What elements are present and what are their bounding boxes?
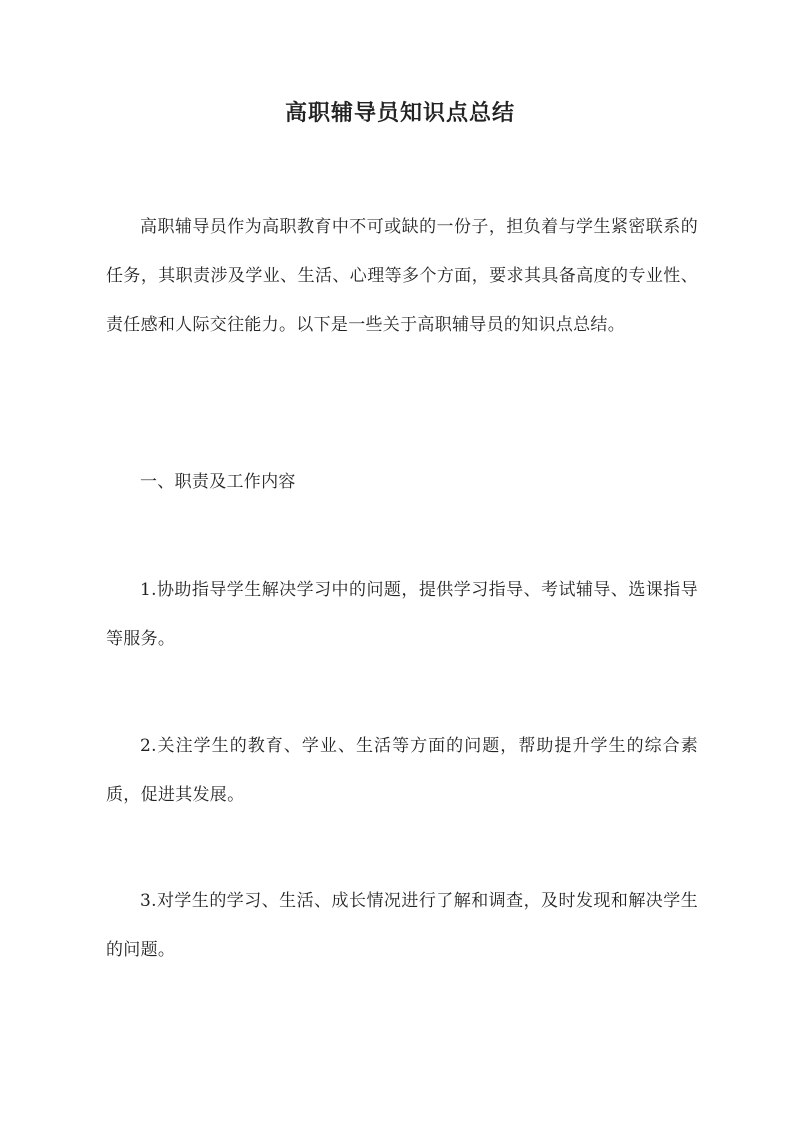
list-item: 2.关注学生的教育、学业、生活等方面的问题，帮助提升学生的综合素质，促进其发展。: [106, 736, 698, 805]
list-item: 1.协助指导学生解决学习中的问题，提供学习指导、考试辅导、选课指导等服务。: [106, 580, 698, 649]
section-heading: 一、职责及工作内容: [140, 472, 296, 492]
document-title: 高职辅导员知识点总结: [284, 100, 515, 126]
intro-paragraph: 高职辅导员作为高职教育中不可或缺的一份子，担负着与学生紧密联系的任务，其职责涉及学业、生活、心理等多个方面，要求其具备高度的专业性、责任感和人际交往能力。以下是一些关于高职辅导员的知识点总结。: [106, 217, 698, 335]
list-item: 3.对学生的学习、生活、成长情况进行了解和调查，及时发现和解决学生的问题。: [106, 891, 698, 960]
